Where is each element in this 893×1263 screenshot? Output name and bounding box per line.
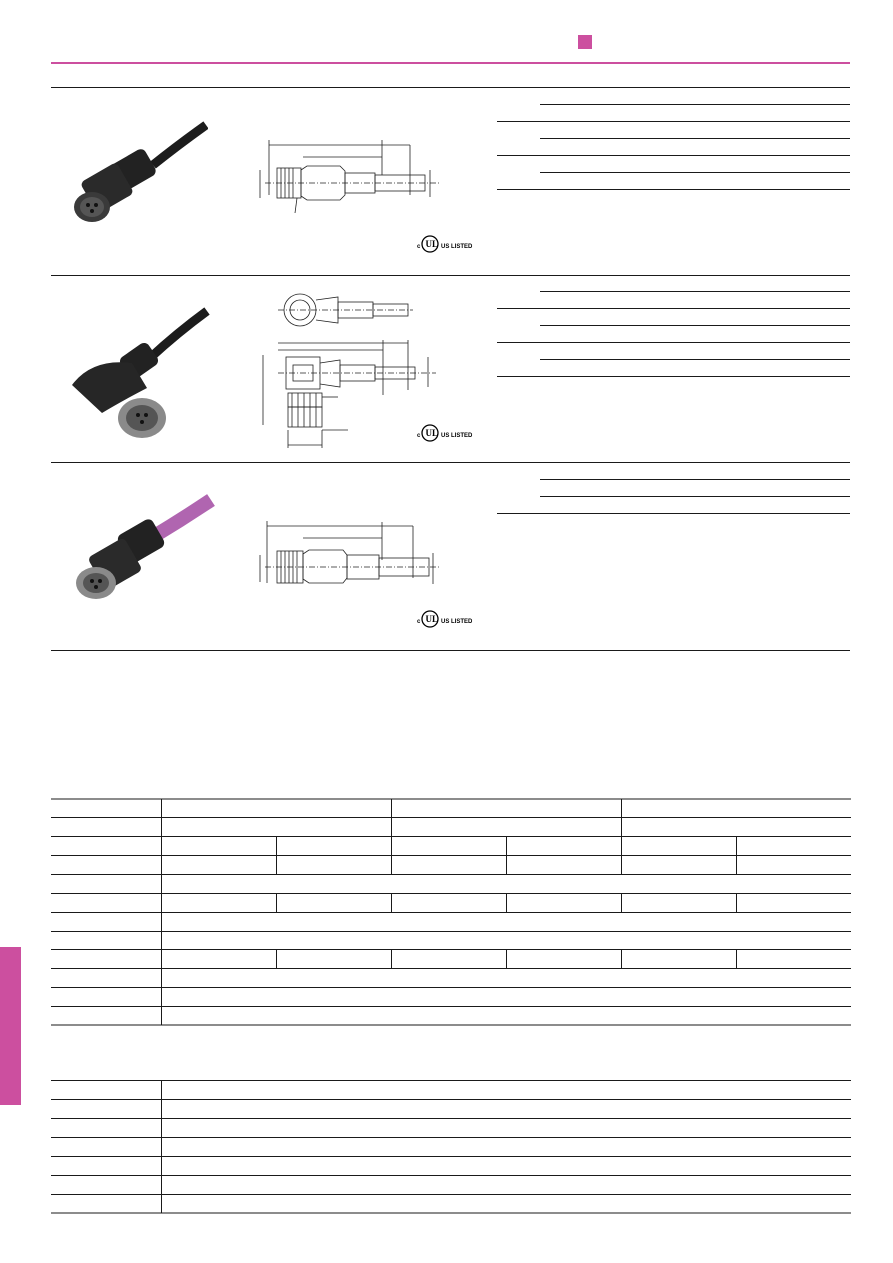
side-tab-icon: [0, 947, 21, 1105]
spec-rule: [497, 189, 850, 190]
ul-listed-mark: [417, 608, 477, 630]
ul-c-mark: c: [417, 619, 421, 625]
ul-c-mark: c: [417, 433, 421, 439]
row-divider: [51, 650, 850, 651]
spec-rule: [540, 325, 850, 326]
straight-connector-photo: [58, 115, 208, 230]
violet-connector-dimension-drawing: [255, 518, 450, 598]
spec-rule: [497, 121, 850, 122]
spec-rule: [497, 155, 850, 156]
spec-rule: [540, 479, 850, 480]
spec-rule: [540, 359, 850, 360]
straight-connector-dimension-drawing: [255, 135, 450, 220]
section-top-rule: [51, 87, 850, 88]
spec-rule: [540, 172, 850, 173]
technical-data-table: [51, 798, 851, 1028]
cable-data-table: [51, 1079, 851, 1215]
spec-rule: [497, 308, 850, 309]
ul-listed-mark: [417, 233, 477, 255]
violet-cable-connector-photo: [66, 490, 216, 615]
ul-c-mark: c: [417, 244, 421, 250]
ul-us-listed-text: US LISTED: [441, 619, 473, 625]
ul-us-listed-text: US LISTED: [441, 433, 473, 439]
spec-rule: [540, 496, 850, 497]
ul-listed-mark: [417, 422, 477, 444]
spec-rule: [497, 376, 850, 377]
ul-badge-mark: UL: [425, 428, 439, 438]
ul-us-listed-text: US LISTED: [441, 244, 473, 250]
angled-connector-photo: [62, 303, 212, 448]
spec-rule: [540, 291, 850, 292]
ul-badge-mark: UL: [425, 239, 439, 249]
spec-rule: [497, 342, 850, 343]
spec-rule: [540, 104, 850, 105]
spec-rule: [497, 513, 850, 514]
ul-badge-mark: UL: [425, 614, 439, 624]
row-divider: [51, 275, 850, 276]
accent-square-icon: [578, 35, 592, 49]
spec-rule: [540, 138, 850, 139]
header-accent-rule: [51, 62, 850, 64]
row-divider: [51, 462, 850, 463]
